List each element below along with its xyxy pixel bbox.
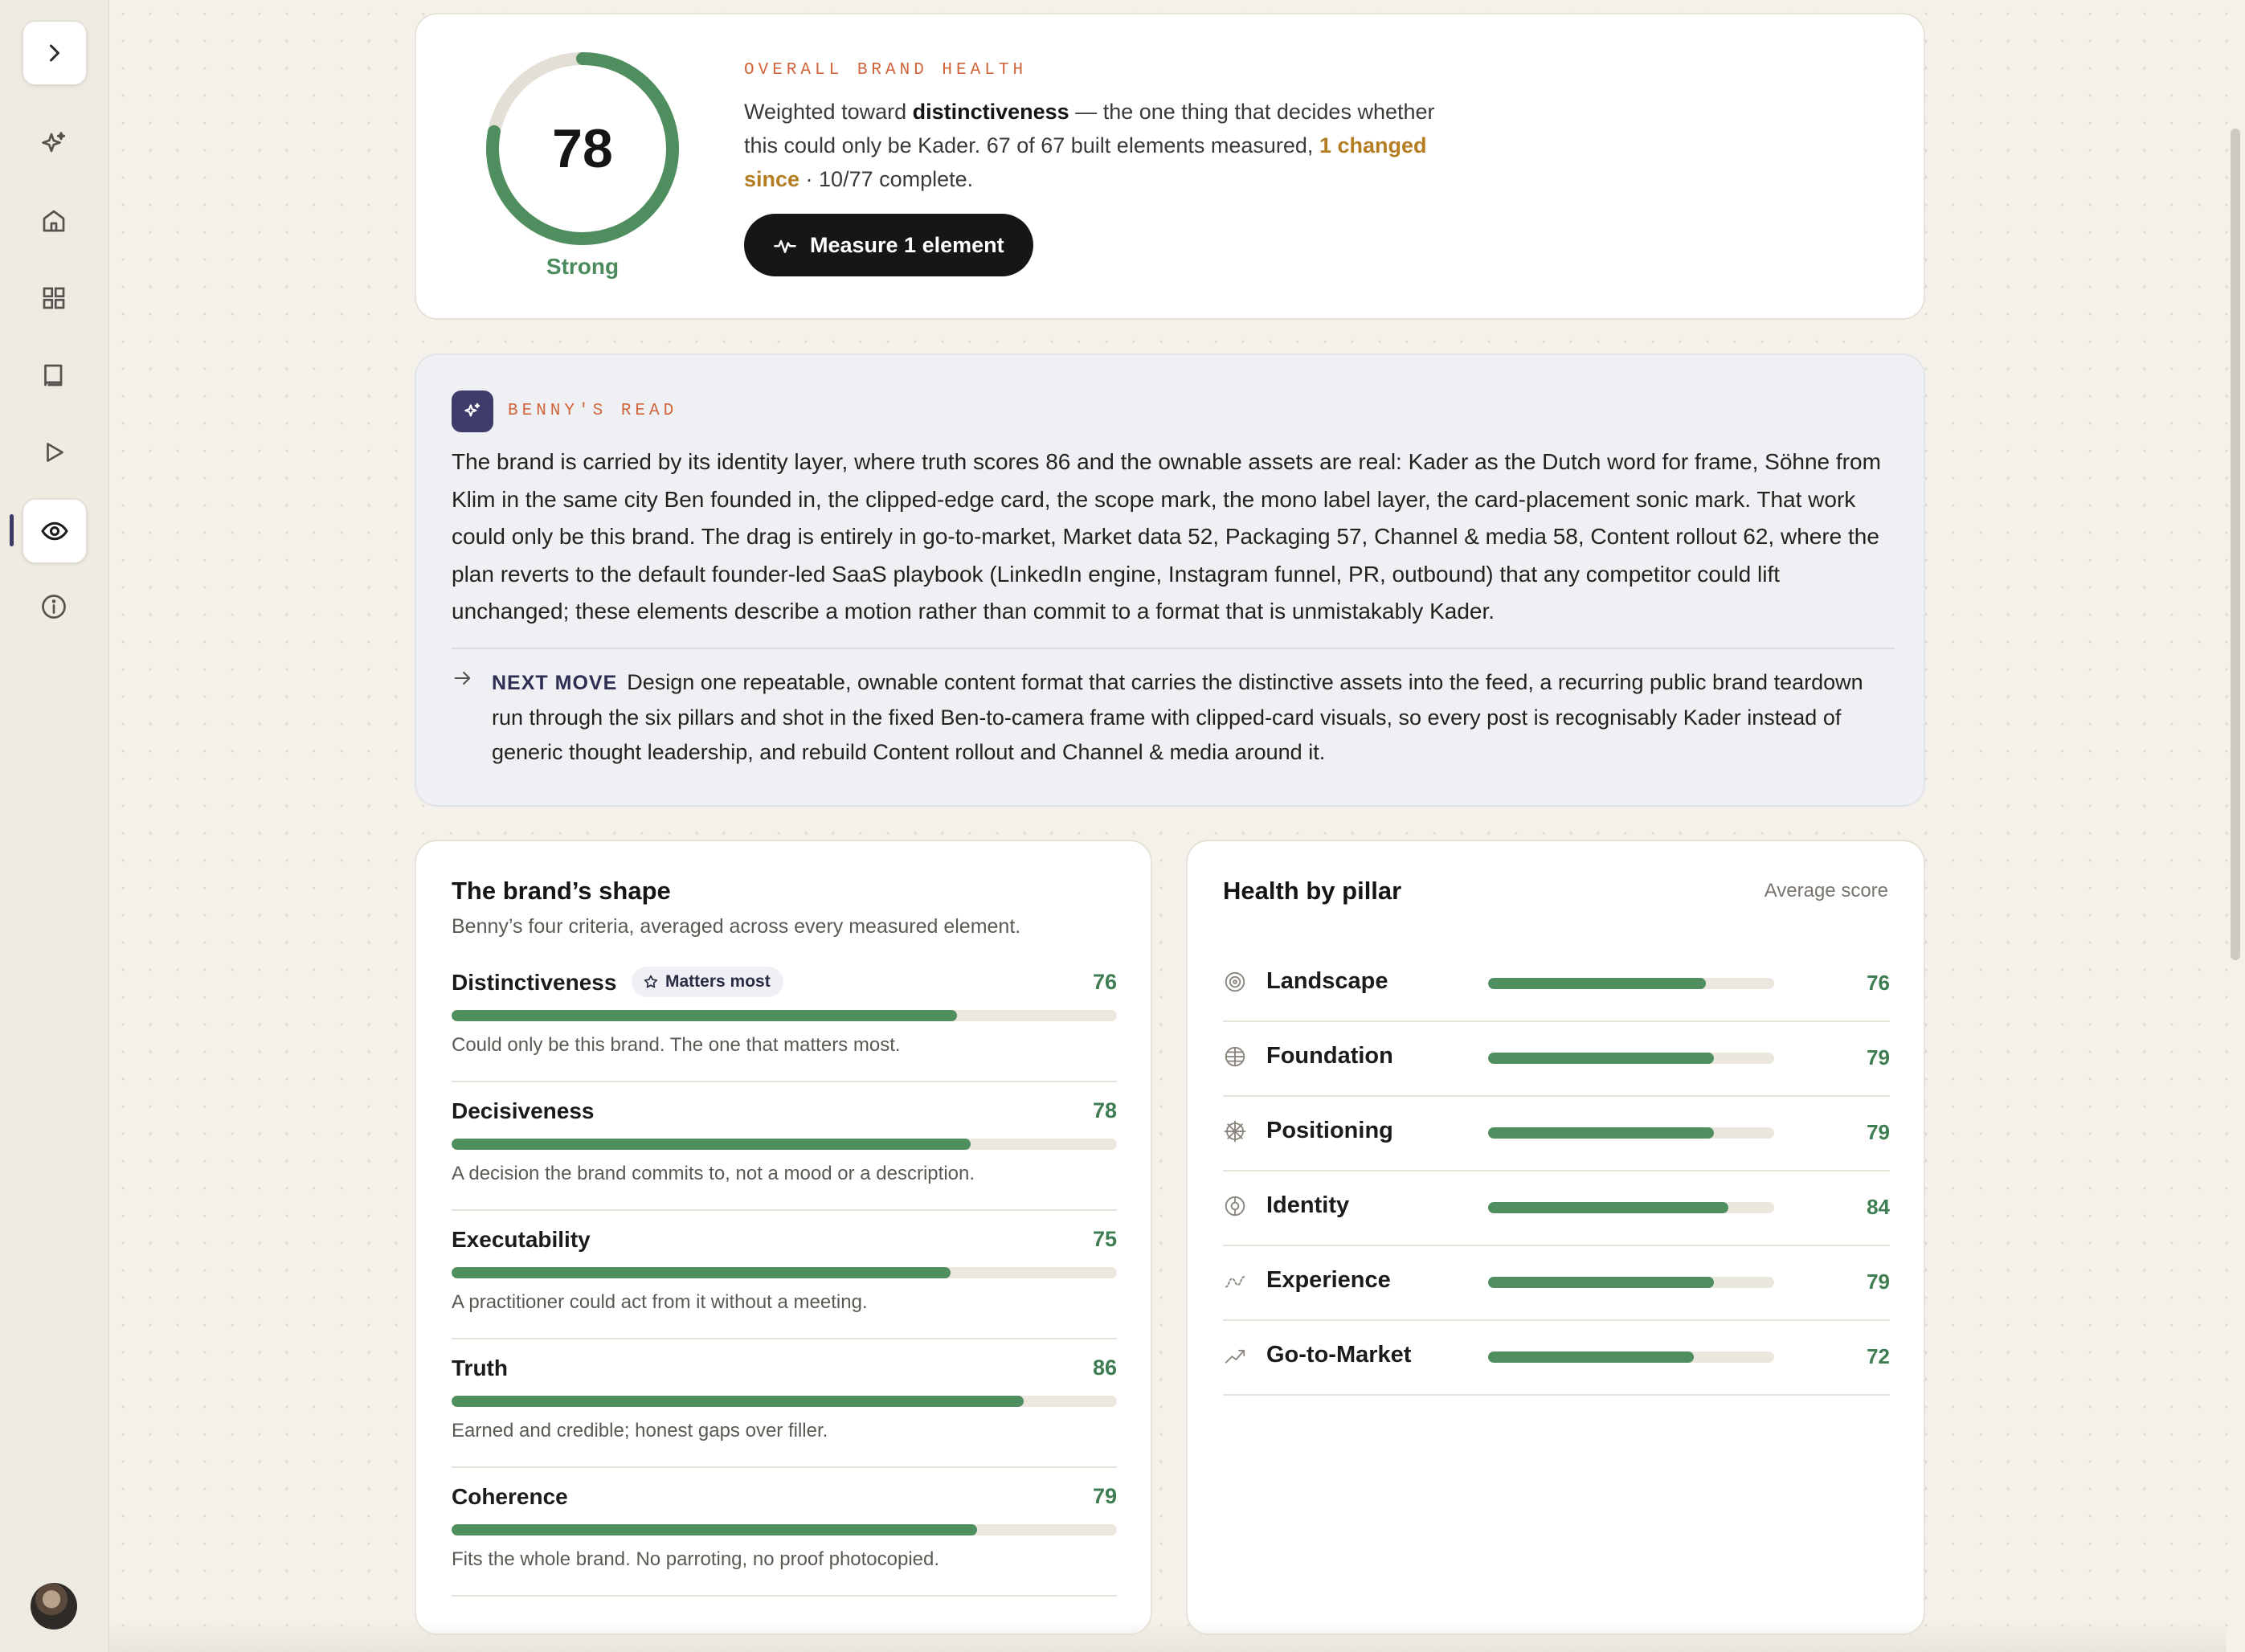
pillar-bar-fill (1488, 1202, 1728, 1213)
health-rating: Strong (546, 254, 620, 279)
next-move (492, 665, 1895, 770)
pillar-bar (1488, 1351, 1774, 1363)
criterion-score: 78 (1092, 1098, 1117, 1122)
health-description (744, 95, 1467, 196)
scrollbar[interactable] (2226, 0, 2245, 1652)
criterion-bar (452, 1267, 1117, 1278)
health-by-pillar-card (1186, 840, 1925, 1635)
landscape-icon (1223, 970, 1247, 994)
health-desc-text: · 10/77 complete. (799, 167, 974, 191)
shape-subtitle: Benny’s four criteria, averaged across every measured element. (452, 915, 1021, 938)
pillar-name: Positioning (1266, 1118, 1393, 1143)
play-button[interactable] (22, 421, 85, 484)
pillar-bar (1488, 1202, 1774, 1213)
scrollbar-thumb[interactable] (2231, 129, 2240, 960)
divider (452, 1466, 1117, 1468)
measure-button[interactable] (744, 214, 1033, 276)
shape-title: The brand’s shape (452, 877, 671, 905)
criterion-name: Executability (452, 1227, 591, 1252)
pillar-row-experience[interactable] (1223, 1246, 1890, 1321)
go-to-market-icon (1223, 1343, 1247, 1368)
pillar-bar-fill (1488, 1127, 1714, 1139)
criterion-name: Distinctiveness (452, 970, 617, 995)
info-icon (39, 592, 68, 621)
pillar-bar-fill (1488, 1277, 1714, 1288)
pillar-bar (1488, 978, 1774, 989)
criterion-row (452, 1098, 1117, 1227)
pillar-score: 76 (1867, 971, 1890, 995)
pulse-icon (773, 233, 797, 257)
chevron-right-icon (40, 39, 69, 67)
criterion-bar (452, 1139, 1117, 1150)
pillar-bar (1488, 1127, 1774, 1139)
bennys-read-card (415, 354, 1925, 807)
criterion-score: 86 (1092, 1356, 1117, 1380)
pillar-name: Foundation (1266, 1043, 1393, 1069)
book-icon (39, 361, 68, 390)
read-eyebrow: BENNY'S READ (508, 402, 678, 420)
foundation-icon (1223, 1045, 1247, 1069)
criterion-score: 76 (1092, 970, 1117, 994)
home-button[interactable] (22, 190, 85, 252)
arrow-right-icon (452, 667, 474, 689)
sparkle-icon (462, 401, 483, 422)
avatar[interactable] (31, 1583, 77, 1630)
star-icon (643, 974, 659, 990)
health-eyebrow: OVERALL BRAND HEALTH (744, 61, 1028, 80)
pillar-bar-fill (1488, 1053, 1714, 1064)
ai-sparkle-button[interactable] (22, 112, 85, 175)
divider (452, 648, 1895, 649)
sparkle-badge (452, 391, 493, 432)
next-move-text: Design one repeatable, ownable content format that carries the distinctive assets into the feed, a recurring public brand teardown run through the six pillars and shot in the fixed Ben-to-camera frame with clipped-card visuals, so every post is recognisably Kader instead of generic thought leadership, and rebuild Content rollout and Channel & media around it. (492, 670, 1863, 764)
next-move-label: NEXT MOVE (492, 672, 618, 694)
health-desc-text: — the one thing that decides whether this could only be Kader. 67 of 67 built elements measured, (744, 100, 1435, 157)
bottom-fade (108, 1620, 2226, 1652)
criterion-bar (452, 1010, 1117, 1021)
overall-health-card (415, 13, 1925, 320)
read-body: The brand is carried by its identity layer, where truth scores 86 and the ownable assets are real: Kader as the Dutch word for frame, Söhne from Klim in the same city Ben founded in, the clipped-edge card, the scope mark, the mono label layer, the card-placement sonic mark. That work could only be this brand. The drag is entirely in go-to-market, Market data 52, Packaging 57, Channel & media 58, Content rollout 62, where the plan reverts to the default founder-led SaaS playbook (LinkedIn engine, Instagram funnel, PR, outbound) that any competitor could lift unchanged; these elements describe a motion rather than commit to a format that is unmistakably Kader. (452, 449, 1881, 624)
criterion-name: Coherence (452, 1484, 568, 1509)
health-desc-bold: distinctiveness (912, 100, 1069, 124)
divider (452, 1595, 1117, 1597)
pillar-name: Landscape (1266, 968, 1388, 994)
criterion-row (452, 1356, 1117, 1484)
grid-button[interactable] (22, 267, 85, 329)
pillar-row-identity[interactable] (1223, 1172, 1890, 1246)
eye-button[interactable] (22, 499, 87, 563)
play-icon (39, 438, 68, 467)
experience-icon (1223, 1269, 1247, 1293)
pillar-name: Go-to-Market (1266, 1342, 1412, 1368)
criterion-description: Could only be this brand. The one that matters most. (452, 1034, 901, 1056)
expand-sidebar-button[interactable] (22, 21, 87, 85)
criterion-bar-fill (452, 1396, 1024, 1407)
pillar-bar-fill (1488, 978, 1706, 989)
criterion-description: A practitioner could act from it without a meeting. (452, 1291, 868, 1313)
identity-icon (1223, 1194, 1247, 1218)
pillar-score: 79 (1867, 1270, 1890, 1294)
pillar-score: 79 (1867, 1045, 1890, 1069)
active-indicator (10, 514, 14, 546)
divider (452, 1209, 1117, 1211)
grid-icon (39, 284, 68, 313)
pillar-score: 79 (1867, 1120, 1890, 1144)
pillar-title: Health by pillar (1223, 877, 1402, 905)
pillar-score: 84 (1867, 1195, 1890, 1219)
criterion-row (452, 970, 1117, 1098)
pillar-bar (1488, 1053, 1774, 1064)
pillar-bar-fill (1488, 1351, 1694, 1363)
criterion-name: Truth (452, 1356, 508, 1380)
positioning-icon (1223, 1119, 1247, 1143)
divider (452, 1081, 1117, 1082)
brand-shape-card (415, 840, 1152, 1635)
criterion-score: 75 (1092, 1227, 1117, 1251)
criterion-bar-fill (452, 1139, 971, 1150)
pillar-score: 72 (1867, 1344, 1890, 1368)
changed-since-link[interactable]: 1 changed since (744, 133, 1427, 191)
sparkle-icon (39, 129, 68, 158)
pillar-bar (1488, 1277, 1774, 1288)
divider (452, 1338, 1117, 1339)
criterion-bar-fill (452, 1010, 957, 1021)
pillar-name: Experience (1266, 1267, 1391, 1293)
criterion-row (452, 1484, 1117, 1613)
criterion-description: Fits the whole brand. No parroting, no proof photocopied. (452, 1548, 940, 1570)
book-button[interactable] (22, 344, 85, 407)
average-score-label: Average score (1764, 880, 1888, 902)
health-desc-text: Weighted toward (744, 100, 913, 124)
pillar-row-landscape[interactable] (1223, 947, 1890, 1022)
health-score: 78 (552, 118, 613, 179)
pillar-row-go-to-market[interactable] (1223, 1321, 1890, 1396)
criterion-name: Decisiveness (452, 1098, 595, 1123)
criterion-score: 79 (1092, 1484, 1117, 1508)
eye-icon (40, 517, 69, 546)
pillar-row-positioning[interactable] (1223, 1097, 1890, 1172)
badge-label: Matters most (665, 972, 771, 991)
criterion-row (452, 1227, 1117, 1356)
criterion-bar (452, 1396, 1117, 1407)
measure-button-label: Measure 1 element (810, 232, 1004, 257)
pillar-name: Identity (1266, 1192, 1350, 1218)
criterion-bar-fill (452, 1524, 977, 1535)
pillar-row-foundation[interactable] (1223, 1022, 1890, 1097)
criterion-description: Earned and credible; honest gaps over filler. (452, 1420, 828, 1441)
criterion-description: A decision the brand commits to, not a mood or a description. (452, 1163, 975, 1184)
criterion-bar (452, 1524, 1117, 1535)
info-button[interactable] (22, 575, 85, 638)
home-icon (39, 206, 68, 235)
matters-most-badge (632, 967, 783, 997)
criterion-bar-fill (452, 1267, 951, 1278)
sidebar (0, 0, 109, 1652)
